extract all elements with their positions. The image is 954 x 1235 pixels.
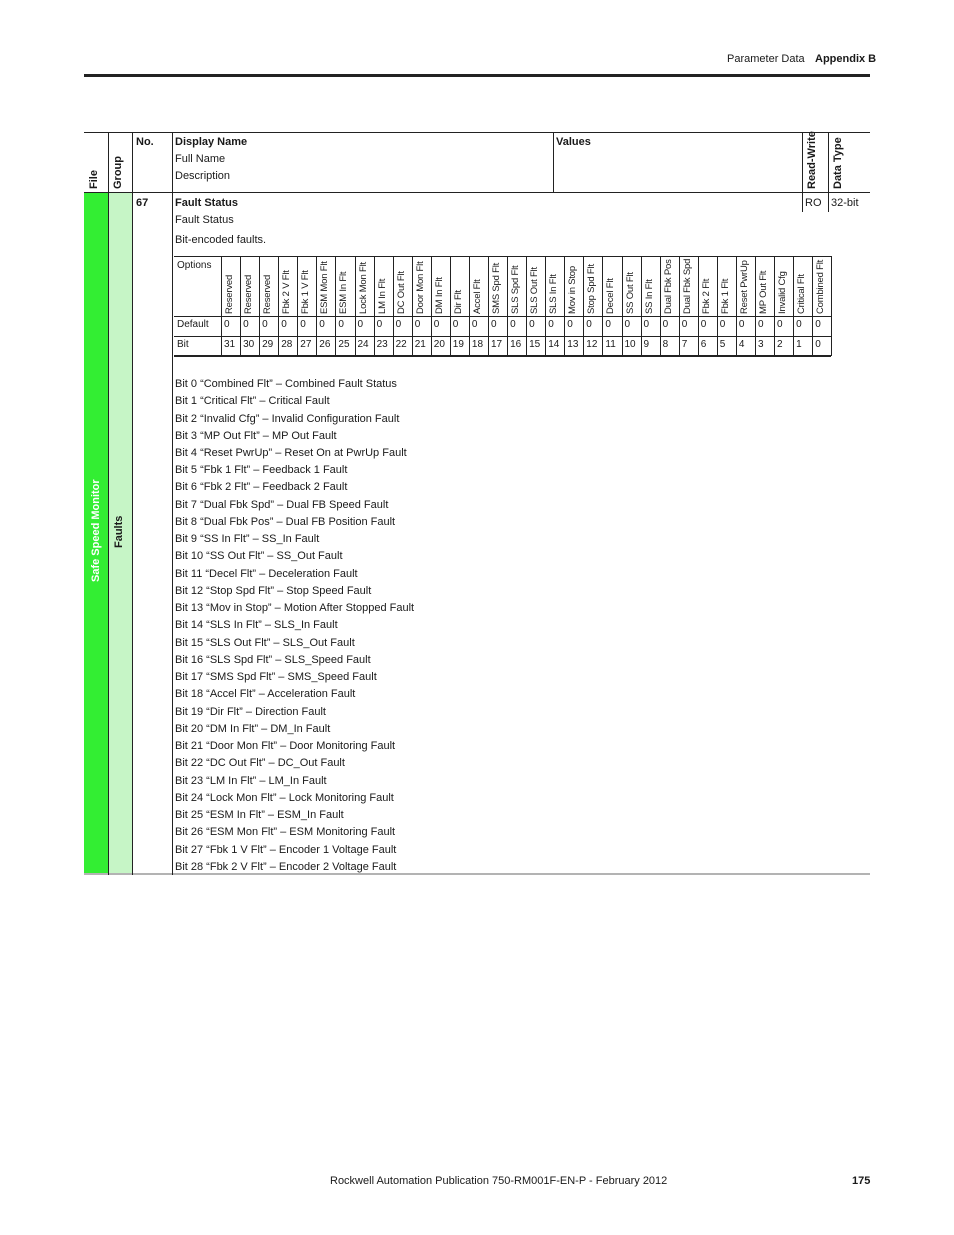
bit-description: Bit 1 “Critical Flt” – Critical Fault — [175, 395, 330, 408]
option-name: MP Out Flt — [758, 270, 769, 314]
option-name: Stop Spd Flt — [586, 264, 598, 314]
option-bit-number: 26 — [319, 339, 331, 350]
options-column-divider — [641, 256, 642, 356]
options-top-border — [174, 256, 831, 257]
option-default-value: 0 — [414, 319, 421, 330]
option-name: DC Out Flt — [395, 271, 407, 314]
options-column-divider — [297, 256, 298, 356]
option-default-value: 0 — [700, 319, 707, 330]
option-name: Dual Fbk Spd — [681, 258, 693, 314]
option-bit-number: 24 — [357, 339, 369, 350]
row-number: 67 — [136, 197, 149, 209]
bit-label: Bit — [177, 339, 189, 350]
option-default-value: 0 — [529, 319, 535, 330]
options-column-divider — [450, 256, 451, 356]
options-column-divider — [259, 256, 260, 356]
footer-publication: Rockwell Automation Publication 750-RM001F-EN-P - February 2012 — [330, 1175, 668, 1187]
bit-description: Bit 27 “Fbk 1 V Flt” – Encoder 1 Voltage Fault — [175, 843, 397, 856]
options-column-divider — [793, 256, 794, 356]
option-bit-number: 7 — [681, 339, 688, 350]
bit-description: Bit 17 “SMS Spd Flt” – SMS_Speed Fault — [175, 671, 377, 684]
option-default-value: 0 — [510, 319, 516, 330]
option-name: Dir Flt — [452, 290, 464, 314]
option-bit-number: 10 — [624, 339, 636, 350]
option-default-value: 0 — [395, 319, 402, 330]
running-header-appendix: Appendix B — [815, 53, 877, 65]
option-bit-number: 15 — [529, 339, 541, 350]
options-column-divider — [526, 256, 527, 356]
running-header-section: Parameter Data — [727, 53, 805, 65]
bit-description: Bit 4 “Reset PwrUp” – Reset On at PwrUp Fault — [175, 447, 407, 459]
divider-data-type-header — [828, 132, 829, 193]
option-bit-number: 23 — [376, 339, 388, 350]
option-name: Reserved — [224, 274, 235, 314]
option-bit-number: 14 — [548, 339, 560, 350]
options-column-divider — [374, 256, 375, 356]
divider-data-type — [828, 193, 829, 212]
option-bit-number: 30 — [243, 339, 255, 350]
options-column-divider — [583, 256, 584, 356]
option-default-value: 0 — [719, 319, 726, 330]
option-name: ESM In Flt — [338, 271, 350, 314]
option-bit-number: 11 — [605, 339, 616, 350]
option-bit-number: 21 — [414, 339, 426, 350]
option-default-value: 0 — [224, 319, 230, 330]
option-default-value: 0 — [643, 319, 650, 330]
option-name: SS Out Flt — [624, 272, 636, 314]
divider-group — [132, 132, 133, 875]
option-name: Accel Flt — [471, 279, 483, 314]
option-bit-number: 5 — [719, 339, 726, 350]
options-column-divider — [488, 256, 489, 356]
option-default-value: 0 — [452, 319, 459, 330]
option-name: Reserved — [262, 274, 274, 314]
bit-description: Bit 9 “SS In Flt” – SS_In Fault — [175, 533, 320, 546]
header-full-name: Full Name — [175, 153, 226, 165]
options-column-divider — [393, 256, 394, 356]
option-name: Decel Flt — [605, 278, 617, 314]
row-full-name: Fault Status — [175, 214, 234, 226]
bit-description: Bit 0 “Combined Flt” – Combined Fault Status — [175, 378, 397, 390]
option-default-value: 0 — [662, 319, 669, 330]
options-column-divider — [545, 256, 546, 356]
option-default-value: 0 — [681, 319, 688, 330]
option-default-value: 0 — [738, 319, 745, 330]
options-column-divider — [774, 256, 775, 356]
option-default-value: 0 — [815, 319, 821, 330]
option-default-value: 0 — [300, 319, 306, 330]
bit-description: Bit 16 “SLS Spd Flt” – SLS_Speed Fault — [175, 653, 371, 666]
divider-read-write — [802, 193, 803, 212]
bit-description: Bit 24 “Lock Mon Flt” – Lock Monitoring Fault — [175, 791, 394, 804]
options-column-divider — [240, 256, 241, 356]
options-column-divider — [564, 256, 565, 356]
option-default-value: 0 — [491, 319, 497, 330]
option-name: SS In Flt — [643, 279, 655, 314]
options-column-divider — [736, 256, 737, 356]
options-column-divider — [316, 256, 317, 356]
option-name: Mov in Stop — [567, 266, 579, 314]
option-name: Fbk 1 V Flt — [300, 270, 312, 314]
option-name: Reserved — [243, 274, 255, 314]
option-bit-number: 31 — [224, 339, 236, 350]
options-column-divider — [412, 256, 413, 356]
options-column-divider — [221, 256, 222, 356]
default-row-border — [174, 336, 831, 337]
option-bit-number: 25 — [338, 339, 350, 350]
options-column-divider — [622, 256, 623, 356]
options-column-divider — [278, 256, 279, 356]
row-read-write: RO — [805, 197, 822, 209]
bit-description: Bit 21 “Door Mon Flt” – Door Monitoring Fault — [175, 740, 396, 752]
header-file: File — [88, 170, 100, 189]
options-column-divider — [431, 256, 432, 356]
divider-values — [553, 132, 554, 193]
divider-read-write-header — [802, 132, 803, 193]
option-default-value: 0 — [243, 319, 249, 330]
bit-description: Bit 8 “Dual Fbk Pos” – Dual FB Position Fault — [175, 515, 396, 528]
bit-description: Bit 10 “SS Out Flt” – SS_Out Fault — [175, 550, 343, 563]
bit-description: Bit 19 “Dir Flt” – Direction Fault — [175, 705, 326, 718]
option-default-value: 0 — [281, 319, 287, 330]
options-column-divider — [355, 256, 356, 356]
header-data-type: Data Type — [832, 137, 844, 189]
options-row-border — [174, 316, 831, 317]
option-name: Dual Fbk Pos — [662, 259, 674, 314]
option-name: SLS In Flt — [548, 274, 560, 314]
bit-description: Bit 22 “DC Out Flt” – DC_Out Fault — [175, 757, 345, 770]
option-default-value: 0 — [567, 319, 573, 330]
row-data-type: 32-bit — [831, 197, 859, 209]
option-name: DM In Flt — [433, 277, 445, 314]
options-column-divider — [679, 256, 680, 356]
options-column-divider — [660, 256, 661, 356]
header-group: Group — [112, 156, 124, 189]
bit-description: Bit 2 “Invalid Cfg” – Invalid Configuration Fault — [175, 412, 400, 425]
options-column-divider — [507, 256, 508, 356]
options-column-divider — [602, 256, 603, 356]
options-subtable — [174, 256, 831, 356]
option-name: Combined Flt — [815, 259, 827, 314]
option-default-value: 0 — [338, 319, 344, 330]
option-bit-number: 8 — [662, 339, 669, 350]
bit-description: Bit 26 “ESM Mon Flt” – ESM Monitoring Fault — [175, 826, 396, 839]
option-default-value: 0 — [796, 319, 802, 330]
option-bit-number: 17 — [491, 339, 503, 350]
option-default-value: 0 — [357, 319, 364, 330]
row-file: Safe Speed Monitor — [90, 479, 102, 582]
options-column-divider — [717, 256, 718, 356]
option-bit-number: 27 — [300, 339, 312, 350]
option-bit-number: 6 — [700, 339, 707, 350]
option-name: SLS Spd Flt — [510, 265, 522, 314]
header-read-write: Read-Write — [806, 131, 818, 189]
option-bit-number: 1 — [796, 339, 802, 350]
option-name: SMS Spd Flt — [491, 262, 502, 314]
bit-description: Bit 18 “Accel Flt” – Acceleration Fault — [175, 688, 356, 701]
row-group: Faults — [113, 515, 125, 548]
option-bit-number: 0 — [815, 339, 821, 350]
bit-description: Bit 28 “Fbk 2 V Flt” – Encoder 2 Voltage Fault — [175, 860, 397, 873]
option-bit-number: 20 — [433, 339, 445, 350]
option-bit-number: 18 — [471, 339, 484, 350]
option-bit-number: 4 — [738, 339, 745, 350]
default-label: Default — [177, 319, 209, 330]
option-bit-number: 19 — [452, 339, 464, 350]
option-name: ESM Mon Flt — [319, 261, 331, 314]
option-default-value: 0 — [586, 319, 592, 330]
divider-number — [172, 132, 173, 875]
bit-description: Bit 13 “Mov in Stop” – Motion After Stopped Fault — [175, 602, 415, 615]
options-column-divider — [812, 256, 813, 356]
bit-description: Bit 25 “ESM In Flt” – ESM_In Fault — [175, 809, 344, 821]
options-right-border — [831, 256, 832, 356]
option-name: Invalid Cfg — [777, 271, 788, 314]
row-display-name: Fault Status — [175, 197, 238, 209]
option-name: LM In Flt — [376, 278, 388, 314]
option-default-value: 0 — [471, 319, 478, 330]
bit-description: Bit 11 “Decel Flt” – Deceleration Fault — [175, 567, 358, 580]
option-default-value: 0 — [262, 319, 268, 330]
options-label: Options — [177, 260, 212, 271]
option-bit-number: 9 — [643, 339, 650, 350]
table-top-border — [84, 132, 870, 133]
bit-description: Bit 3 “MP Out Flt” – MP Out Fault — [175, 429, 337, 442]
bit-description: Bit 20 “DM In Flt” – DM_In Fault — [175, 722, 331, 735]
option-bit-number: 29 — [262, 339, 274, 350]
option-name: Door Mon Flt — [414, 261, 426, 314]
bit-description: Bit 6 “Fbk 2 Flt” – Feedback 2 Fault — [175, 481, 348, 494]
option-default-value: 0 — [624, 319, 631, 330]
header-values: Values — [556, 136, 591, 148]
option-name: Reset PwrUp — [738, 260, 750, 314]
header-description: Description — [175, 170, 231, 182]
option-bit-number: 12 — [586, 339, 598, 350]
options-column-divider — [469, 256, 470, 356]
option-default-value: 0 — [605, 319, 611, 330]
option-name: Lock Mon Flt — [357, 262, 369, 314]
options-column-divider — [755, 256, 756, 356]
option-default-value: 0 — [319, 319, 325, 330]
header-rule — [84, 74, 870, 77]
bit-description: Bit 5 “Fbk 1 Flt” – Feedback 1 Fault — [175, 464, 348, 477]
bit-description: Bit 14 “SLS In Flt” – SLS_In Fault — [175, 619, 338, 632]
bit-description: Bit 15 “SLS Out Flt” – SLS_Out Fault — [175, 636, 355, 649]
option-bit-number: 13 — [567, 339, 579, 350]
bit-description: Bit 7 “Dual Fbk Spd” – Dual FB Speed Fault — [175, 498, 389, 511]
header-no: No. — [136, 136, 154, 148]
row-description: Bit-encoded faults. — [175, 234, 267, 246]
option-default-value: 0 — [433, 319, 440, 330]
option-name: Fbk 1 Flt — [719, 278, 731, 314]
bit-description: Bit 23 “LM In Flt” – LM_In Fault — [175, 774, 327, 787]
option-bit-number: 2 — [777, 339, 783, 350]
option-name: Fbk 2 Flt — [700, 278, 712, 314]
option-bit-number: 28 — [281, 339, 293, 350]
option-name: Critical Flt — [796, 274, 808, 314]
page-number: 175 — [852, 1175, 871, 1187]
option-name: SLS Out Flt — [529, 267, 541, 314]
option-default-value: 0 — [777, 319, 783, 330]
option-bit-number: 22 — [395, 339, 407, 350]
options-bottom-border — [174, 355, 831, 357]
options-column-divider — [698, 256, 699, 356]
options-column-divider — [335, 256, 336, 356]
bit-description: Bit 12 “Stop Spd Flt” – Stop Speed Fault — [175, 584, 372, 597]
header-bottom-border — [84, 192, 870, 193]
option-default-value: 0 — [548, 319, 554, 330]
header-display-name: Display Name — [175, 136, 248, 148]
option-default-value: 0 — [376, 319, 383, 330]
divider-file — [108, 132, 109, 875]
option-bit-number: 16 — [510, 339, 522, 350]
option-name: Fbk 2 V Flt — [281, 270, 293, 314]
option-default-value: 0 — [758, 319, 764, 330]
option-bit-number: 3 — [758, 339, 764, 350]
